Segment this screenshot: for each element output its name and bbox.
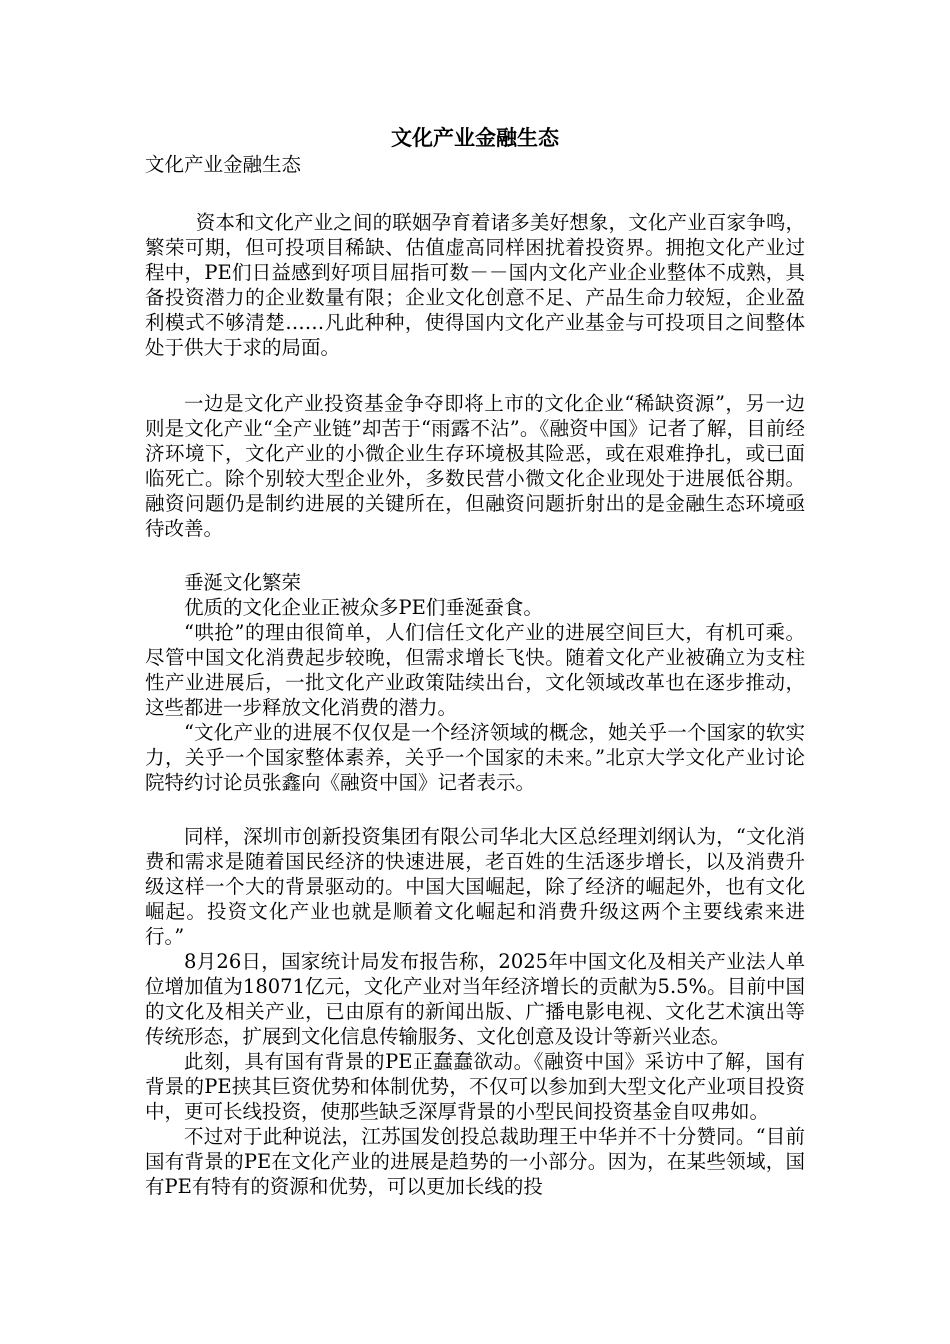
- paragraph-1: 资本和文化产业之间的联姻孕育着诸多美好想象，文化产业百家争鸣，繁荣可期，但可投项目稀缺、估值虚高同样困扰着投资界。拥抱文化产业过程中，PE们日益感到好项目屈指可数－－国内文化产业企业整体不成熟，具备投资潜力的企业数量有限；企业文化创意不足、产品生命力较短，企业盈利模式不够清楚……凡此种种，使得国内文化产业基金与可投项目之间整体处于供大于求的局面。: [145, 211, 805, 359]
- paragraph-2: 一边是文化产业投资基金争夺即将上市的文化企业“稀缺资源”，另一边则是文化产业“全产业链”却苦于“雨露不沾”。《融资中国》记者了解，目前经济环境下，文化产业的小微企业生存环境极其险恶，或在艰难挣扎，或已面临死亡。除个别较大型企业外，多数民营小微文化企业现处于进展低谷期。融资问题仍是制约进展的关键所在，但融资问题折射出的是金融生态环境亟待改善。: [145, 392, 805, 540]
- paragraph-4: “哄抢”的理由很简单，人们信任文化产业的进展空间巨大，有机可乘。尽管中国文化消费起步较晚，但需求增长飞快。随着文化产业被确立为支柱性产业进展后，一批文化产业政策陆续出台，文化领域改革也在逐步推动，这些都进一步释放文化消费的潜力。: [145, 621, 805, 719]
- section-heading: 垂涎文化繁荣: [184, 571, 302, 594]
- document-subtitle: 文化产业金融生态: [145, 153, 302, 176]
- paragraph-3: 优质的文化企业正被众多PE们垂涎蚕食。: [184, 596, 543, 619]
- spacer: [145, 795, 805, 820]
- spacer: [145, 360, 805, 385]
- paragraph-5: “文化产业的进展不仅仅是一个经济领域的概念，她关乎一个国家的软实力，关乎一个国家整体素养，关乎一个国家的未来。”北京大学文化产业讨论院特约讨论员张鑫向《融资中国》记者表示。: [145, 721, 805, 794]
- paragraph-7: 8月26日，国家统计局发布报告称，2025年中国文化及相关产业法人单位增加值为18071亿元，文化产业对当年经济增长的贡献为5.5%。目前中国的文化及相关产业，已由原有的新闻出版、广播电影电视、文化艺术演出等传统形态，扩展到文化信息传输服务、文化创意及设计等新兴业态。: [145, 950, 805, 1048]
- document-page: [145, 0, 805, 1199]
- paragraph-9: 不过对于此种说法，江苏国发创投总裁助理王中华并不十分赞同。“目前国有背景的PE在文化产业的进展是趋势的一小部分。因为，在某些领域，国有PE有特有的资源和优势，可以更加长线的投: [145, 1125, 805, 1198]
- paragraph-6: 同样，深圳市创新投资集团有限公司华北大区总经理刘纲认为，“文化消费和需求是随着国民经济的快速进展，老百姓的生活逐步增长，以及消费升级这样一个大的背景驱动的。中国大国崛起，除了经济的崛起外，也有文化崛起。投资文化产业也就是顺着文化崛起和消费升级这两个主要线索来进行。”: [145, 825, 805, 948]
- spacer: [145, 177, 805, 202]
- spacer: [145, 541, 805, 566]
- paragraph-8: 此刻，具有国有背景的PE正蠢蠢欲动。《融资中国》采访中了解，国有背景的PE挟其巨资优势和体制优势，不仅可以参加到大型文化产业项目投资中，更可长线投资，使那些缺乏深厚背景的小型民间投资基金自叹弗如。: [145, 1050, 805, 1123]
- document-title: 文化产业金融生态: [391, 126, 559, 150]
